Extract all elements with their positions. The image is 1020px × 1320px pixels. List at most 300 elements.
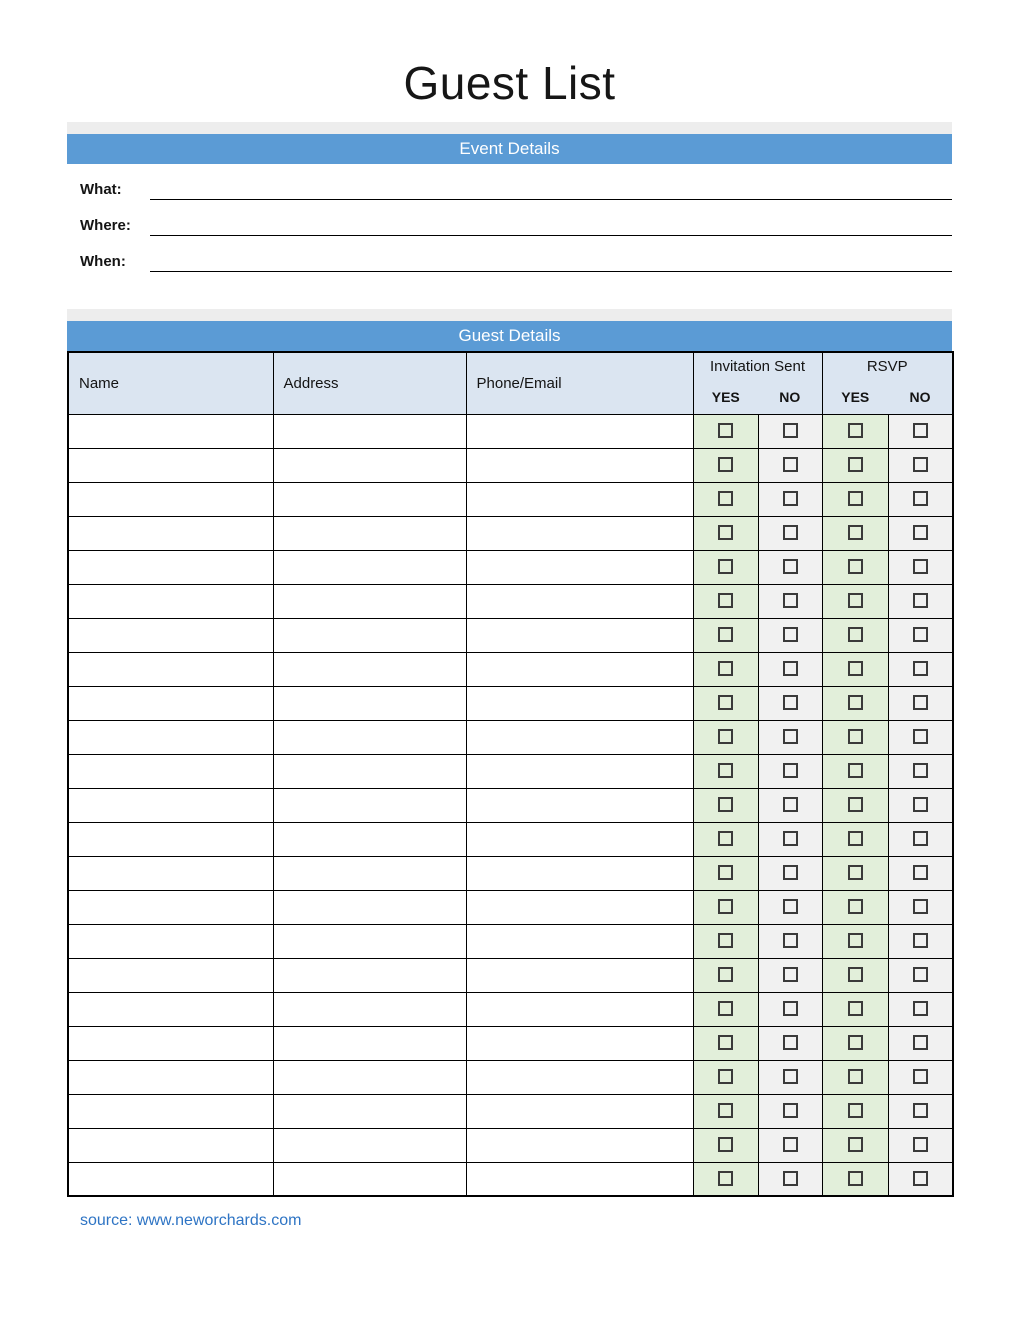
invitation-sent-yes-cell[interactable] — [693, 924, 758, 958]
rsvp-no-cell[interactable] — [888, 720, 953, 754]
invitation-sent-yes-checkbox[interactable] — [718, 491, 733, 506]
guest-table — [67, 351, 954, 1197]
rsvp-no-cell[interactable] — [888, 1026, 953, 1060]
guest-table-body — [68, 414, 953, 1196]
invitation-sent-no-checkbox[interactable] — [783, 729, 798, 744]
invitation-sent-no-cell[interactable] — [758, 856, 822, 890]
invitation-sent-yes-checkbox[interactable] — [718, 457, 733, 472]
invitation-sent-yes-checkbox[interactable] — [718, 967, 733, 982]
invitation-sent-yes-cell[interactable] — [693, 1128, 758, 1162]
invitation-sent-no-checkbox[interactable] — [783, 559, 798, 574]
column-header-invitation-no: NO — [758, 380, 822, 414]
rsvp-no-checkbox[interactable] — [913, 967, 928, 982]
invitation-sent-yes-checkbox[interactable] — [718, 559, 733, 574]
rsvp-no-checkbox[interactable] — [913, 423, 928, 438]
invitation-sent-no-checkbox[interactable] — [783, 967, 798, 982]
name-cell[interactable] — [68, 992, 273, 1026]
rsvp-no-checkbox[interactable] — [913, 559, 928, 574]
rsvp-no-cell[interactable] — [888, 754, 953, 788]
address-cell[interactable] — [273, 516, 466, 550]
content — [67, 0, 952, 1230]
invitation-sent-no-checkbox[interactable] — [783, 1171, 798, 1186]
address-cell[interactable] — [273, 856, 466, 890]
rsvp-yes-checkbox[interactable] — [848, 865, 863, 880]
invitation-sent-yes-checkbox[interactable] — [718, 1069, 733, 1084]
rsvp-yes-cell[interactable] — [822, 856, 888, 890]
phone-email-cell[interactable] — [466, 584, 693, 618]
address-cell[interactable] — [273, 788, 466, 822]
invitation-sent-yes-cell[interactable] — [693, 1162, 758, 1196]
phone-email-cell[interactable] — [466, 516, 693, 550]
invitation-sent-yes-cell[interactable] — [693, 822, 758, 856]
phone-email-cell[interactable] — [466, 686, 693, 720]
rsvp-no-checkbox[interactable] — [913, 729, 928, 744]
rsvp-yes-cell[interactable] — [822, 618, 888, 652]
address-cell[interactable] — [273, 924, 466, 958]
rsvp-yes-checkbox[interactable] — [848, 967, 863, 982]
name-cell[interactable] — [68, 1026, 273, 1060]
guest-row — [68, 924, 953, 958]
address-cell[interactable] — [273, 958, 466, 992]
rsvp-no-cell[interactable] — [888, 924, 953, 958]
rsvp-yes-cell[interactable] — [822, 584, 888, 618]
invitation-sent-no-cell[interactable] — [758, 686, 822, 720]
invitation-sent-no-checkbox[interactable] — [783, 627, 798, 642]
rsvp-yes-checkbox[interactable] — [848, 1035, 863, 1050]
invitation-sent-no-checkbox[interactable] — [783, 933, 798, 948]
invitation-sent-yes-cell[interactable] — [693, 686, 758, 720]
guest-row — [68, 1162, 953, 1196]
invitation-sent-yes-cell[interactable] — [693, 482, 758, 516]
invitation-sent-yes-checkbox[interactable] — [718, 865, 733, 880]
invitation-sent-no-checkbox[interactable] — [783, 831, 798, 846]
name-cell[interactable] — [68, 652, 273, 686]
rsvp-no-cell[interactable] — [888, 686, 953, 720]
address-cell[interactable] — [273, 1128, 466, 1162]
guest-table-header — [68, 352, 953, 414]
rsvp-yes-checkbox[interactable] — [848, 525, 863, 540]
guest-row — [68, 618, 953, 652]
column-header-phone-email: Phone/Email — [466, 352, 693, 414]
rsvp-yes-checkbox[interactable] — [848, 1069, 863, 1084]
rsvp-yes-cell[interactable] — [822, 958, 888, 992]
invitation-sent-no-cell[interactable] — [758, 550, 822, 584]
rsvp-yes-checkbox[interactable] — [848, 457, 863, 472]
address-cell[interactable] — [273, 1026, 466, 1060]
guest-row — [68, 754, 953, 788]
invitation-sent-yes-cell[interactable] — [693, 992, 758, 1026]
invitation-sent-yes-checkbox[interactable] — [718, 899, 733, 914]
phone-email-cell[interactable] — [466, 550, 693, 584]
rsvp-yes-checkbox[interactable] — [848, 627, 863, 642]
event-details-section — [67, 122, 952, 272]
rsvp-yes-cell[interactable] — [822, 788, 888, 822]
invitation-sent-yes-cell[interactable] — [693, 754, 758, 788]
rsvp-no-checkbox[interactable] — [913, 525, 928, 540]
invitation-sent-no-checkbox[interactable] — [783, 1035, 798, 1050]
phone-email-cell[interactable] — [466, 890, 693, 924]
rsvp-no-checkbox[interactable] — [913, 627, 928, 642]
rsvp-yes-cell[interactable] — [822, 754, 888, 788]
rsvp-no-cell[interactable] — [888, 1128, 953, 1162]
phone-email-cell[interactable] — [466, 856, 693, 890]
invitation-sent-no-checkbox[interactable] — [783, 1001, 798, 1016]
phone-email-cell[interactable] — [466, 652, 693, 686]
invitation-sent-no-checkbox[interactable] — [783, 661, 798, 676]
guest-row — [68, 1060, 953, 1094]
rsvp-no-checkbox[interactable] — [913, 797, 928, 812]
rsvp-no-cell[interactable] — [888, 448, 953, 482]
invitation-sent-no-cell[interactable] — [758, 618, 822, 652]
invitation-sent-yes-checkbox[interactable] — [718, 1035, 733, 1050]
invitation-sent-no-cell[interactable] — [758, 1026, 822, 1060]
rsvp-no-checkbox[interactable] — [913, 1069, 928, 1084]
name-cell[interactable] — [68, 1162, 273, 1196]
rsvp-no-cell[interactable] — [888, 992, 953, 1026]
rsvp-no-cell[interactable] — [888, 822, 953, 856]
invitation-sent-yes-checkbox[interactable] — [718, 1103, 733, 1118]
guest-row — [68, 584, 953, 618]
rsvp-yes-cell[interactable] — [822, 516, 888, 550]
rsvp-yes-cell[interactable] — [822, 1162, 888, 1196]
rsvp-no-checkbox[interactable] — [913, 1035, 928, 1050]
name-cell[interactable] — [68, 1128, 273, 1162]
rsvp-yes-checkbox[interactable] — [848, 1001, 863, 1016]
where-label: Where: — [80, 217, 131, 234]
address-cell[interactable] — [273, 1162, 466, 1196]
invitation-sent-no-cell[interactable] — [758, 584, 822, 618]
phone-email-cell[interactable] — [466, 618, 693, 652]
rsvp-no-checkbox[interactable] — [913, 1001, 928, 1016]
invitation-sent-no-cell[interactable] — [758, 924, 822, 958]
rsvp-no-cell[interactable] — [888, 652, 953, 686]
invitation-sent-no-cell[interactable] — [758, 516, 822, 550]
address-cell[interactable] — [273, 482, 466, 516]
guest-row — [68, 550, 953, 584]
address-cell[interactable] — [273, 584, 466, 618]
rsvp-no-checkbox[interactable] — [913, 695, 928, 710]
guest-row — [68, 856, 953, 890]
rsvp-yes-checkbox[interactable] — [848, 1171, 863, 1186]
guest-row — [68, 1026, 953, 1060]
invitation-sent-no-checkbox[interactable] — [783, 423, 798, 438]
guest-row — [68, 1128, 953, 1162]
guest-details-header: Guest Details — [67, 321, 952, 351]
invitation-sent-yes-cell[interactable] — [693, 1026, 758, 1060]
invitation-sent-no-cell[interactable] — [758, 1128, 822, 1162]
invitation-sent-yes-checkbox[interactable] — [718, 797, 733, 812]
rsvp-yes-checkbox[interactable] — [848, 797, 863, 812]
rsvp-yes-checkbox[interactable] — [848, 1103, 863, 1118]
guest-row — [68, 958, 953, 992]
invitation-sent-yes-cell[interactable] — [693, 788, 758, 822]
rsvp-yes-checkbox[interactable] — [848, 423, 863, 438]
rsvp-no-checkbox[interactable] — [913, 831, 928, 846]
invitation-sent-no-cell[interactable] — [758, 448, 822, 482]
invitation-sent-no-cell[interactable] — [758, 1162, 822, 1196]
guest-details-section — [67, 309, 952, 1197]
rsvp-no-cell[interactable] — [888, 856, 953, 890]
invitation-sent-yes-checkbox[interactable] — [718, 525, 733, 540]
invitation-sent-no-cell[interactable] — [758, 1060, 822, 1094]
name-cell[interactable] — [68, 720, 273, 754]
guest-row — [68, 482, 953, 516]
rsvp-yes-checkbox[interactable] — [848, 933, 863, 948]
rsvp-no-checkbox[interactable] — [913, 1103, 928, 1118]
rsvp-yes-checkbox[interactable] — [848, 729, 863, 744]
invitation-sent-yes-cell[interactable] — [693, 1094, 758, 1128]
page-title: Guest List — [403, 57, 616, 109]
invitation-sent-no-checkbox[interactable] — [783, 491, 798, 506]
phone-email-cell[interactable] — [466, 924, 693, 958]
invitation-sent-yes-checkbox[interactable] — [718, 423, 733, 438]
phone-email-cell[interactable] — [466, 1128, 693, 1162]
invitation-sent-no-checkbox[interactable] — [783, 1103, 798, 1118]
guest-row — [68, 652, 953, 686]
when-label: When: — [80, 253, 126, 270]
phone-email-cell[interactable] — [466, 992, 693, 1026]
invitation-sent-no-cell[interactable] — [758, 822, 822, 856]
invitation-sent-yes-cell[interactable] — [693, 890, 758, 924]
address-cell[interactable] — [273, 448, 466, 482]
invitation-sent-yes-cell[interactable] — [693, 448, 758, 482]
rsvp-yes-checkbox[interactable] — [848, 899, 863, 914]
rsvp-yes-checkbox[interactable] — [848, 491, 863, 506]
rsvp-yes-cell[interactable] — [822, 720, 888, 754]
rsvp-yes-cell[interactable] — [822, 890, 888, 924]
name-cell[interactable] — [68, 754, 273, 788]
address-cell[interactable] — [273, 1094, 466, 1128]
what-label: What: — [80, 181, 122, 198]
phone-email-cell[interactable] — [466, 1060, 693, 1094]
invitation-sent-yes-checkbox[interactable] — [718, 627, 733, 642]
source-link[interactable]: source: www.neworchards.com — [80, 1212, 302, 1229]
rsvp-no-cell[interactable] — [888, 618, 953, 652]
rsvp-no-cell[interactable] — [888, 1060, 953, 1094]
invitation-sent-no-cell[interactable] — [758, 1094, 822, 1128]
name-cell[interactable] — [68, 686, 273, 720]
invitation-sent-yes-cell[interactable] — [693, 618, 758, 652]
address-cell[interactable] — [273, 414, 466, 448]
name-cell[interactable] — [68, 856, 273, 890]
guest-details-strip — [67, 309, 952, 321]
name-cell[interactable] — [68, 924, 273, 958]
rsvp-no-checkbox[interactable] — [913, 593, 928, 608]
address-cell[interactable] — [273, 992, 466, 1026]
rsvp-yes-checkbox[interactable] — [848, 695, 863, 710]
invitation-sent-no-cell[interactable] — [758, 720, 822, 754]
guest-row — [68, 516, 953, 550]
address-cell[interactable] — [273, 720, 466, 754]
invitation-sent-no-checkbox[interactable] — [783, 695, 798, 710]
invitation-sent-yes-cell[interactable] — [693, 414, 758, 448]
rsvp-yes-checkbox[interactable] — [848, 661, 863, 676]
invitation-sent-yes-cell[interactable] — [693, 516, 758, 550]
name-cell[interactable] — [68, 822, 273, 856]
invitation-sent-no-checkbox[interactable] — [783, 525, 798, 540]
rsvp-no-cell[interactable] — [888, 516, 953, 550]
invitation-sent-no-cell[interactable] — [758, 890, 822, 924]
rsvp-yes-checkbox[interactable] — [848, 831, 863, 846]
name-cell[interactable] — [68, 1060, 273, 1094]
invitation-sent-no-checkbox[interactable] — [783, 865, 798, 880]
phone-email-cell[interactable] — [466, 958, 693, 992]
column-header-invitation-sent: Invitation Sent — [693, 352, 822, 380]
phone-email-cell[interactable] — [466, 1094, 693, 1128]
invitation-sent-yes-checkbox[interactable] — [718, 729, 733, 744]
rsvp-no-cell[interactable] — [888, 584, 953, 618]
rsvp-yes-cell[interactable] — [822, 1060, 888, 1094]
column-header-rsvp: RSVP — [822, 352, 953, 380]
rsvp-yes-cell[interactable] — [822, 550, 888, 584]
rsvp-no-checkbox[interactable] — [913, 933, 928, 948]
invitation-sent-yes-checkbox[interactable] — [718, 593, 733, 608]
phone-email-cell[interactable] — [466, 822, 693, 856]
rsvp-yes-cell[interactable] — [822, 1094, 888, 1128]
rsvp-no-cell[interactable] — [888, 958, 953, 992]
phone-email-cell[interactable] — [466, 1162, 693, 1196]
guest-row — [68, 1094, 953, 1128]
invitation-sent-yes-checkbox[interactable] — [718, 695, 733, 710]
invitation-sent-no-cell[interactable] — [758, 788, 822, 822]
invitation-sent-no-cell[interactable] — [758, 414, 822, 448]
invitation-sent-yes-checkbox[interactable] — [718, 1001, 733, 1016]
name-cell[interactable] — [68, 618, 273, 652]
rsvp-yes-checkbox[interactable] — [848, 1137, 863, 1152]
invitation-sent-yes-cell[interactable] — [693, 652, 758, 686]
name-cell[interactable] — [68, 550, 273, 584]
rsvp-yes-cell[interactable] — [822, 448, 888, 482]
phone-email-cell[interactable] — [466, 1026, 693, 1060]
invitation-sent-yes-checkbox[interactable] — [718, 661, 733, 676]
name-cell[interactable] — [68, 414, 273, 448]
invitation-sent-no-checkbox[interactable] — [783, 1137, 798, 1152]
phone-email-cell[interactable] — [466, 788, 693, 822]
field-row-when — [67, 236, 952, 272]
name-cell[interactable] — [68, 584, 273, 618]
guest-row — [68, 822, 953, 856]
invitation-sent-yes-checkbox[interactable] — [718, 933, 733, 948]
invitation-sent-no-checkbox[interactable] — [783, 763, 798, 778]
rsvp-no-checkbox[interactable] — [913, 491, 928, 506]
what-input-line[interactable] — [150, 172, 952, 200]
rsvp-no-cell[interactable] — [888, 414, 953, 448]
rsvp-yes-cell[interactable] — [822, 414, 888, 448]
when-input-line[interactable] — [150, 244, 952, 272]
phone-email-cell[interactable] — [466, 414, 693, 448]
where-input-line[interactable] — [150, 208, 952, 236]
address-cell[interactable] — [273, 686, 466, 720]
name-cell[interactable] — [68, 448, 273, 482]
rsvp-yes-cell[interactable] — [822, 652, 888, 686]
rsvp-yes-cell[interactable] — [822, 992, 888, 1026]
rsvp-yes-cell[interactable] — [822, 1128, 888, 1162]
name-cell[interactable] — [68, 516, 273, 550]
rsvp-yes-cell[interactable] — [822, 924, 888, 958]
invitation-sent-no-checkbox[interactable] — [783, 899, 798, 914]
field-row-what — [67, 164, 952, 200]
guest-row — [68, 686, 953, 720]
rsvp-yes-cell[interactable] — [822, 822, 888, 856]
invitation-sent-yes-cell[interactable] — [693, 584, 758, 618]
rsvp-no-cell[interactable] — [888, 788, 953, 822]
invitation-sent-yes-cell[interactable] — [693, 856, 758, 890]
event-details-fields — [67, 164, 952, 272]
name-cell[interactable] — [68, 958, 273, 992]
invitation-sent-yes-checkbox[interactable] — [718, 763, 733, 778]
column-header-rsvp-yes: YES — [822, 380, 888, 414]
rsvp-no-cell[interactable] — [888, 550, 953, 584]
name-cell[interactable] — [68, 1094, 273, 1128]
guest-row — [68, 788, 953, 822]
rsvp-yes-checkbox[interactable] — [848, 763, 863, 778]
rsvp-no-cell[interactable] — [888, 482, 953, 516]
invitation-sent-yes-cell[interactable] — [693, 550, 758, 584]
name-cell[interactable] — [68, 482, 273, 516]
address-cell[interactable] — [273, 754, 466, 788]
column-header-invitation-yes: YES — [693, 380, 758, 414]
rsvp-no-checkbox[interactable] — [913, 661, 928, 676]
invitation-sent-yes-checkbox[interactable] — [718, 1171, 733, 1186]
name-cell[interactable] — [68, 890, 273, 924]
invitation-sent-no-cell[interactable] — [758, 992, 822, 1026]
guest-row — [68, 992, 953, 1026]
invitation-sent-no-checkbox[interactable] — [783, 593, 798, 608]
address-cell[interactable] — [273, 652, 466, 686]
rsvp-no-checkbox[interactable] — [913, 763, 928, 778]
rsvp-no-cell[interactable] — [888, 890, 953, 924]
invitation-sent-no-checkbox[interactable] — [783, 457, 798, 472]
rsvp-no-cell[interactable] — [888, 1162, 953, 1196]
invitation-sent-yes-cell[interactable] — [693, 958, 758, 992]
rsvp-no-checkbox[interactable] — [913, 1171, 928, 1186]
rsvp-yes-checkbox[interactable] — [848, 559, 863, 574]
guest-row — [68, 448, 953, 482]
invitation-sent-no-cell[interactable] — [758, 958, 822, 992]
rsvp-yes-checkbox[interactable] — [848, 593, 863, 608]
name-cell[interactable] — [68, 788, 273, 822]
rsvp-no-checkbox[interactable] — [913, 1137, 928, 1152]
invitation-sent-no-checkbox[interactable] — [783, 797, 798, 812]
guest-row — [68, 720, 953, 754]
invitation-sent-no-cell[interactable] — [758, 754, 822, 788]
address-cell[interactable] — [273, 1060, 466, 1094]
invitation-sent-no-cell[interactable] — [758, 482, 822, 516]
address-cell[interactable] — [273, 822, 466, 856]
invitation-sent-no-checkbox[interactable] — [783, 1069, 798, 1084]
phone-email-cell[interactable] — [466, 448, 693, 482]
invitation-sent-yes-checkbox[interactable] — [718, 831, 733, 846]
phone-email-cell[interactable] — [466, 482, 693, 516]
address-cell[interactable] — [273, 550, 466, 584]
rsvp-no-checkbox[interactable] — [913, 899, 928, 914]
invitation-sent-yes-checkbox[interactable] — [718, 1137, 733, 1152]
rsvp-no-cell[interactable] — [888, 1094, 953, 1128]
address-cell[interactable] — [273, 618, 466, 652]
invitation-sent-no-cell[interactable] — [758, 652, 822, 686]
rsvp-yes-cell[interactable] — [822, 686, 888, 720]
rsvp-no-checkbox[interactable] — [913, 457, 928, 472]
guest-row — [68, 890, 953, 924]
rsvp-yes-cell[interactable] — [822, 482, 888, 516]
invitation-sent-yes-cell[interactable] — [693, 720, 758, 754]
rsvp-yes-cell[interactable] — [822, 1026, 888, 1060]
phone-email-cell[interactable] — [466, 720, 693, 754]
invitation-sent-yes-cell[interactable] — [693, 1060, 758, 1094]
phone-email-cell[interactable] — [466, 754, 693, 788]
rsvp-no-checkbox[interactable] — [913, 865, 928, 880]
address-cell[interactable] — [273, 890, 466, 924]
